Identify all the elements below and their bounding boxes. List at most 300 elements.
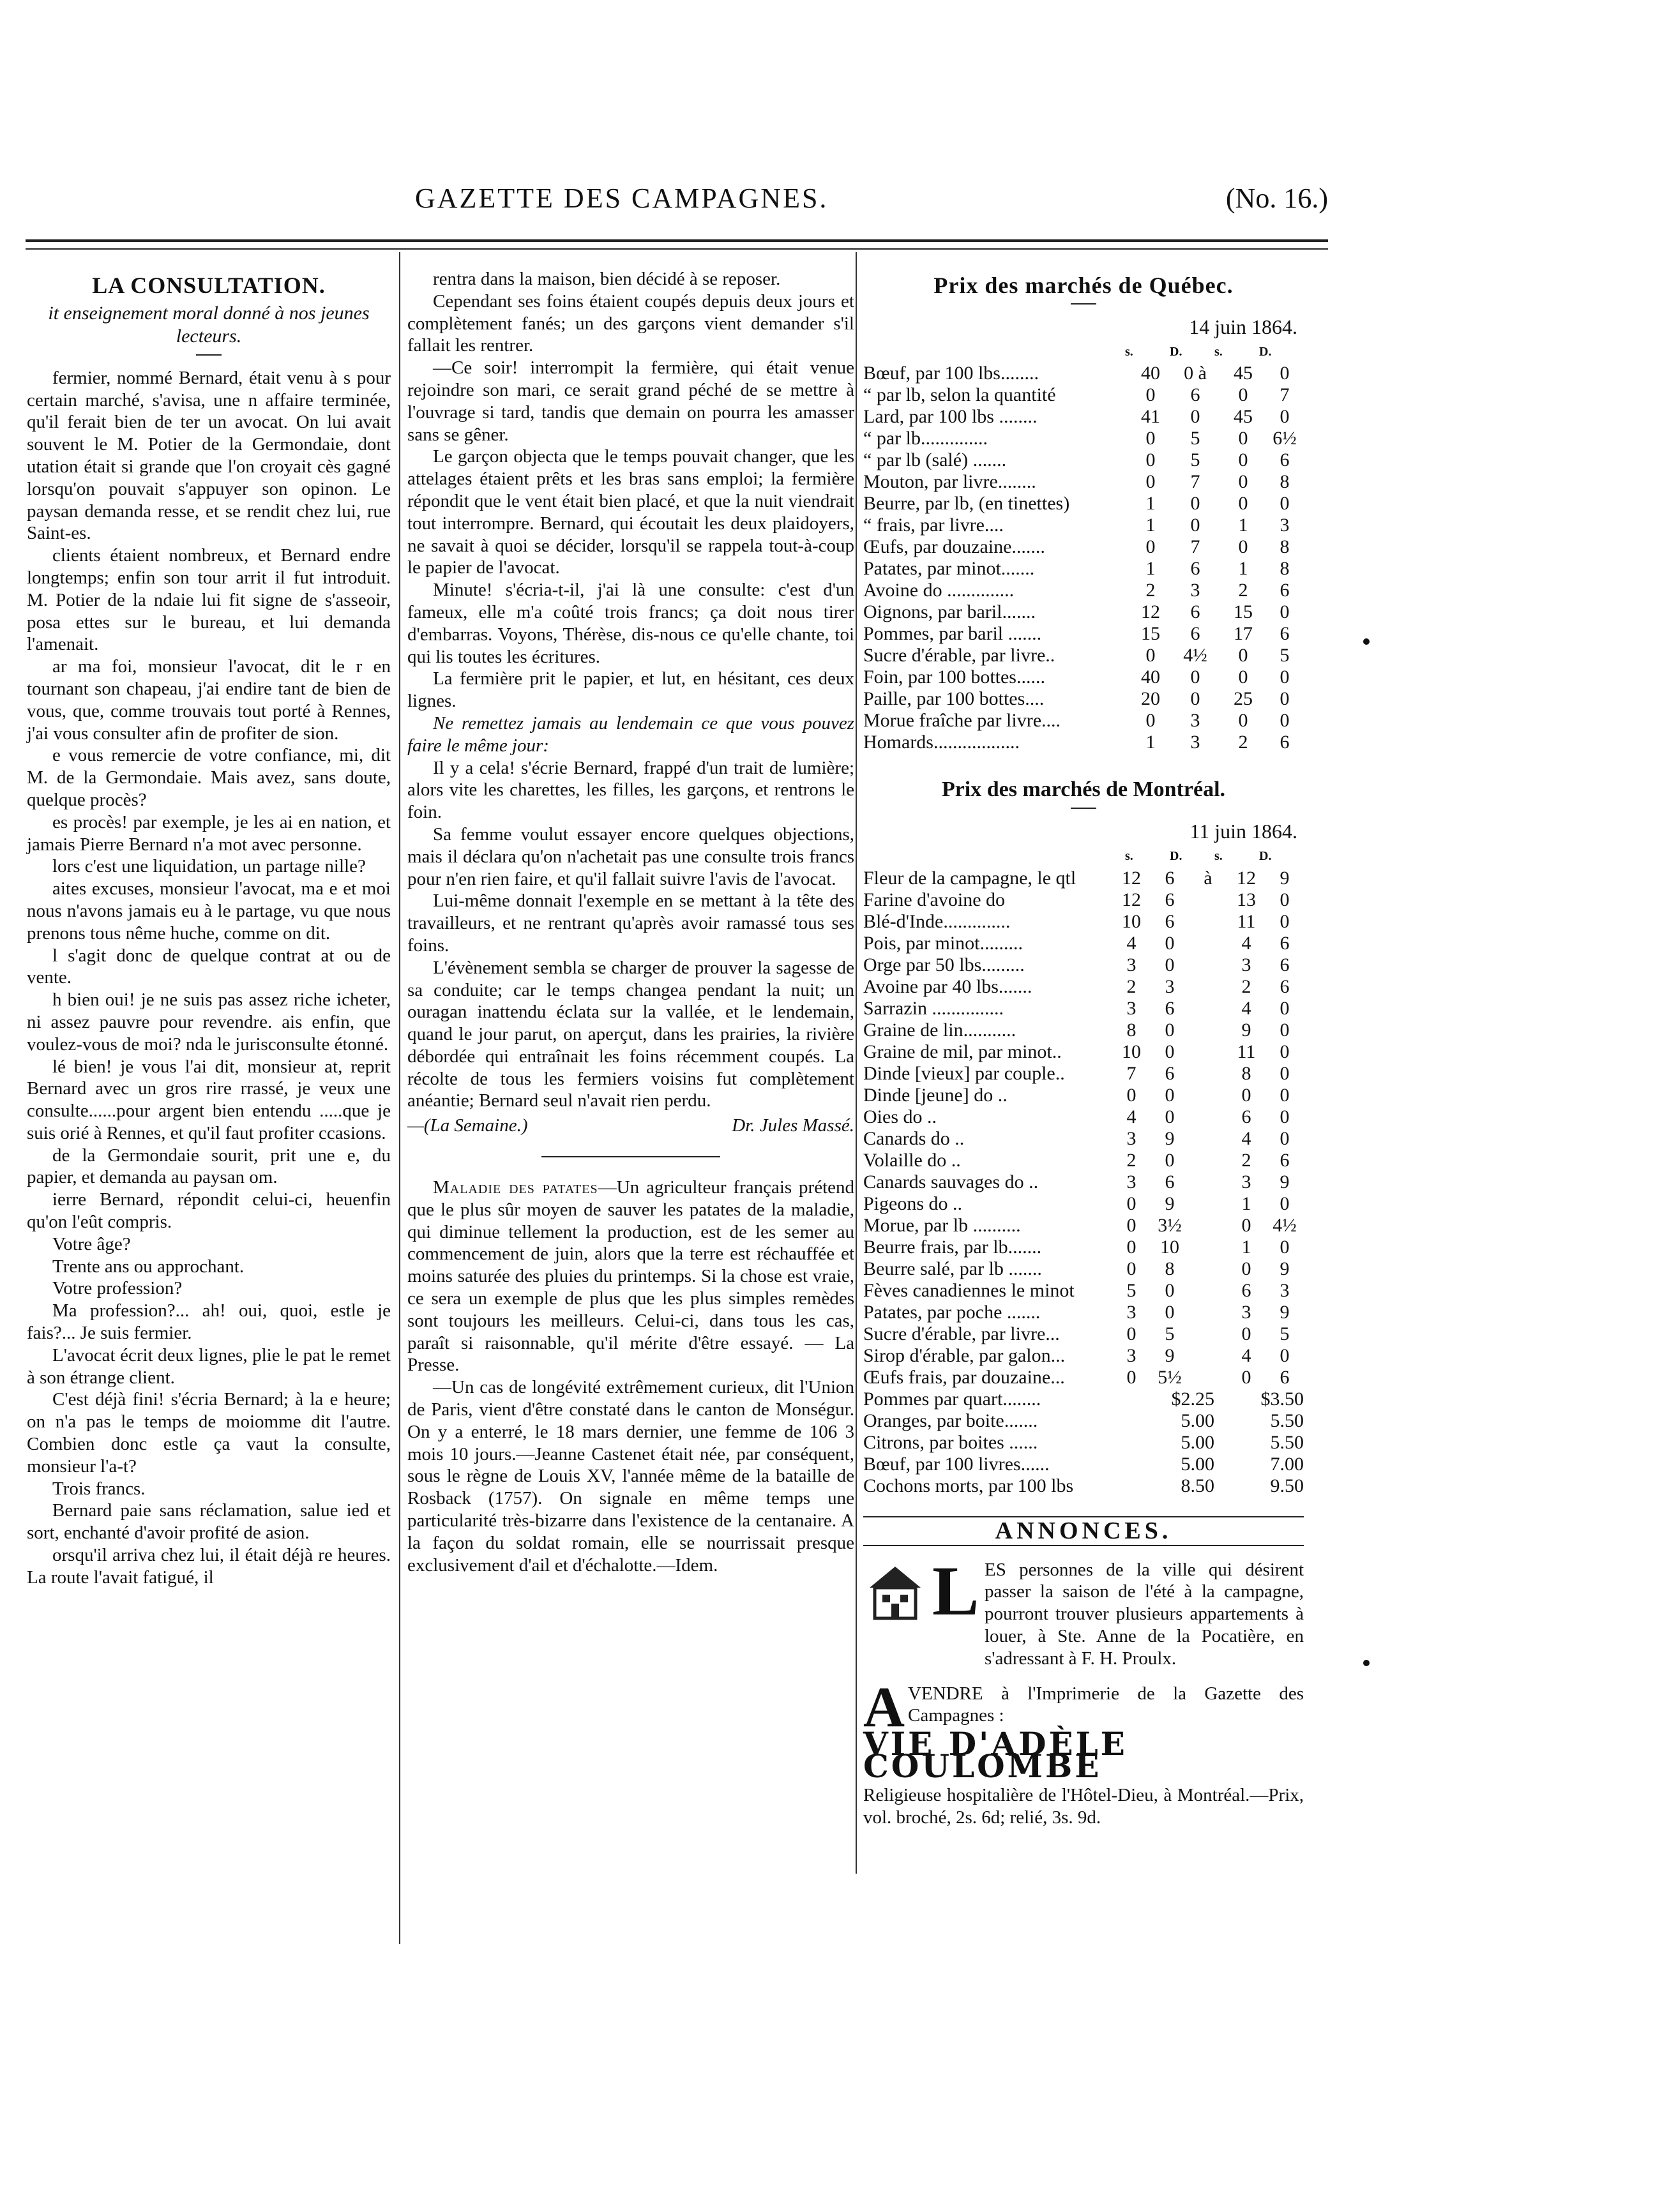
price-value: 6 <box>1280 449 1290 471</box>
montreal-date: 11 juin 1864. <box>1189 820 1297 843</box>
price-row <box>863 558 1304 580</box>
price-value: 1 <box>1145 558 1156 580</box>
price-value: 1 <box>1145 732 1156 753</box>
price-value: 3 <box>1126 1171 1137 1193</box>
price-row <box>863 449 1304 471</box>
price-value: 6 <box>1190 623 1200 645</box>
price-row <box>863 601 1304 623</box>
paragraph: Trois francs. <box>52 1478 146 1499</box>
price-value <box>1189 1019 1227 1041</box>
price-row <box>863 911 1304 933</box>
price-value: 0 <box>1280 1019 1290 1041</box>
price-row <box>863 428 1304 449</box>
price-row <box>863 623 1304 645</box>
ad-book-desc: Religieuse hospitalière de l'Hôtel-Dieu, à Montréal.—Prix, vol. broché, 2s. 6d; relié, 3s. 9d. <box>863 1784 1304 1828</box>
price-value: 0 <box>1190 666 1200 688</box>
price-value: 0 <box>1190 493 1200 515</box>
story-subtitle: it enseignement moral donné à nos jeunes lecteurs. <box>48 302 370 347</box>
article-body: —Un agriculteur français prétend que le plus sûr moyen de sauver les patates de la maladie, qui diminue tellement la production, est de les semer au commencement de juin, alors que la terre est réchauffée et moins saturée des pluies du printemps. Si la chose est vraie, ce sera un exemple de plus que les plus simples remèdes sont toujours les meilleurs. Celui-ci, dans tous les cas, paraît si raisonnable, qu'il mérite d'être essayé. — La Presse. <box>407 1177 855 1376</box>
price-row <box>863 1410 1304 1432</box>
price-value: 2 <box>1241 975 1251 997</box>
price-value: 2 <box>1241 1149 1251 1171</box>
price-value: 0 <box>1280 1193 1290 1214</box>
price-value: 7 <box>1280 384 1290 406</box>
price-value: 12 <box>1122 867 1141 889</box>
price-value: 0 <box>1145 471 1156 493</box>
price-value: 5 <box>1190 428 1200 449</box>
price-value: 3½ <box>1158 1214 1182 1236</box>
price-value: 6 <box>1280 932 1290 954</box>
price-item: Citrons, par boites ...... <box>863 1431 1038 1453</box>
price-value <box>1189 911 1227 933</box>
price-value <box>1189 976 1227 998</box>
paragraph: Le garçon objecta que le temps pouvait changer, que les attelages étaient prêts et les bras sans emploi; la fermière répondit que le vent était bien placé, et que la nuit viendrait tout interrompre. Bernard, qui écoutait les deux plaidoyers, ne savait à quoi se décider, lorsqu'il se rappela tout-à-coup le papier de l'avocat. <box>407 446 854 578</box>
price-value: 0 <box>1165 1106 1175 1127</box>
price-value: 5.00 <box>1181 1431 1214 1453</box>
price-value: 3 <box>1126 1127 1137 1149</box>
story-part-2 <box>407 268 854 712</box>
article-longevite: —Un cas de longévité extrêmement curieux, dit l'Union de Paris, vient d'être constaté dans le canton de Monségur. On y a enterré, le 18 mars dernier, une femme de 106 3 mois 10 jours.—Jeanne Castenet était née, par conséquent, sous le règne de Louis XV, l'année même de la bataille de Rosback (1757). On signale en même temps une particularité très-bizarre dans l'existence de la centanaire. A la façon du soldat romain, elle se nourrissait presque exclusivement d'ail et d'échalotte.—Idem. <box>407 1377 854 1576</box>
paragraph: L'avocat écrit deux lignes, plie le pat le remet à son étrange client. <box>27 1344 391 1388</box>
montreal-price-table <box>863 868 1304 1388</box>
price-value: 2 <box>1126 975 1137 997</box>
price-row <box>863 732 1304 753</box>
price-value: 0 à <box>1184 363 1207 384</box>
price-value: 0 <box>1126 1258 1137 1279</box>
price-value: 5½ <box>1158 1366 1182 1388</box>
price-value: 9 <box>1165 1344 1175 1366</box>
price-item: Fèves canadiennes le minot <box>863 1279 1075 1301</box>
price-value: 0 <box>1145 428 1156 449</box>
column-1 <box>27 268 391 1589</box>
price-value: 6 <box>1280 954 1290 975</box>
col-header-s: s. <box>1214 848 1223 863</box>
price-value: 0 <box>1280 493 1290 515</box>
price-value: 0 <box>1280 710 1290 732</box>
price-value <box>1189 954 1227 976</box>
price-value: 6 <box>1280 1149 1290 1171</box>
price-item: Blé-d'Inde.............. <box>863 910 1011 932</box>
price-value: 0 <box>1280 910 1290 932</box>
price-row <box>863 1345 1304 1367</box>
price-row <box>863 868 1304 889</box>
price-value: 0 <box>1280 363 1290 384</box>
price-value: 6 <box>1190 601 1200 623</box>
price-value: 8.50 <box>1181 1475 1214 1496</box>
price-value: 0 <box>1165 954 1175 975</box>
price-value: 0 <box>1145 536 1156 558</box>
ad-rental-text: ES personnes de la ville qui désirent passer la saison de l'été à la campagne, pourront trouver plusieurs appartements à louer, à Ste. Anne de la Pocatière, en s'adressant à F. H. Proulx. <box>985 1559 1304 1669</box>
price-value <box>1189 1150 1227 1171</box>
paragraph: ar ma foi, monsieur l'avocat, dit le r en tournant son chapeau, j'ai endire tant de bien de vous, que, comme trouvais tout porté à Rennes, j'ai vous consulter afin de profiter de sion. <box>27 656 391 744</box>
price-row <box>863 1150 1304 1171</box>
price-value: 6 <box>1280 1366 1290 1388</box>
price-row <box>863 1323 1304 1345</box>
price-value: 0 <box>1165 932 1175 954</box>
price-item: Graine de mil, par minot.. <box>863 1041 1062 1062</box>
price-value: 8 <box>1126 1019 1137 1041</box>
price-value: 0 <box>1145 645 1156 666</box>
price-value: 0 <box>1241 1084 1251 1106</box>
price-value: 0 <box>1190 688 1200 710</box>
quebec-price-table <box>863 363 1304 753</box>
price-value: 13 <box>1237 889 1256 910</box>
margin-mark <box>1363 1660 1370 1666</box>
paragraph: fermier, nommé Bernard, était venu à s pour certain marché, s'avisa, une n affaire terminée, qu'il ferait bien de ter un avocat. On lui avait souvent le M. Potier de la Germondaie, dont utation était si grande que l'on croyait cès gagné lorsqu'on pouvait s'appuyer son opinon. Le paysan demanda resse, et se rendit chez lui, rue Saint-es. <box>27 367 391 544</box>
price-value: 0 <box>1126 1193 1137 1214</box>
price-row <box>863 1388 1304 1410</box>
price-row <box>863 363 1304 384</box>
price-row <box>863 710 1304 732</box>
price-item: Bœuf, par 100 lbs........ <box>863 363 1039 384</box>
montreal-col-header <box>863 845 1304 868</box>
house-icon <box>863 1559 927 1623</box>
paragraph: ierre Bernard, répondit celui-ci, heuenfin qu'on l'eût compris. <box>27 1189 391 1233</box>
dropcap-a: A <box>863 1675 905 1739</box>
price-value: 17 <box>1234 623 1253 645</box>
price-value <box>1189 1193 1227 1215</box>
price-value: 6½ <box>1273 428 1297 449</box>
price-value: 40 <box>1141 666 1160 688</box>
price-item: Pois, par minot......... <box>863 932 1023 954</box>
price-row <box>863 1171 1304 1193</box>
col-header-d: D. <box>1170 344 1182 359</box>
price-item: Sarrazin ............... <box>863 997 1004 1019</box>
price-value: 9 <box>1165 1193 1175 1214</box>
price-value <box>1189 1063 1227 1085</box>
price-value: 0 <box>1280 889 1290 910</box>
price-value: 6 <box>1165 889 1175 910</box>
price-row <box>863 1475 1304 1497</box>
paragraph: l s'agit donc de quelque contrat at ou de vente. <box>27 945 391 988</box>
price-value <box>1189 1323 1227 1345</box>
price-value: 0 <box>1241 1366 1251 1388</box>
price-value: 0 <box>1280 1106 1290 1127</box>
price-item: “ par lb (salé) ....... <box>863 449 1007 471</box>
paragraph: de la Germondaie sourit, prit une e, du papier, et demanda au paysan om. <box>27 1145 391 1188</box>
price-item: Beurre salé, par lb ....... <box>863 1258 1042 1279</box>
price-item: Œufs frais, par douzaine... <box>863 1366 1065 1388</box>
price-value: $2.25 <box>1171 1388 1214 1410</box>
price-value: 10 <box>1122 1041 1141 1062</box>
price-value: 6 <box>1165 1062 1175 1084</box>
issue-number: (No. 16.) <box>1225 183 1328 214</box>
price-value: 9 <box>1280 1301 1290 1323</box>
price-value: 1 <box>1145 493 1156 515</box>
price-value: 3 <box>1126 997 1137 1019</box>
price-item: Sirop d'érable, par galon... <box>863 1344 1066 1366</box>
price-item: Sucre d'érable, par livre... <box>863 1323 1060 1344</box>
article-heading: Maladie des patates <box>433 1177 598 1198</box>
price-row <box>863 1237 1304 1258</box>
price-value: 12 <box>1141 601 1160 623</box>
separator-rule <box>541 1156 720 1157</box>
ad-rental <box>863 1551 1304 1670</box>
header-rule <box>26 239 1328 250</box>
price-value: 5.50 <box>1270 1431 1304 1453</box>
price-item: Oies do .. <box>863 1106 937 1127</box>
paragraph: clients étaient nombreux, et Bernard endre longtemps; enfin son tour arrit il fut introduit. M. Potier de la ndaie lui fit signe de s'asseoir, posa ettes sur le bureau, et lui demanda l'amenait. <box>27 545 391 655</box>
article-maladie <box>407 1177 854 1376</box>
price-value: 8 <box>1241 1062 1251 1084</box>
paragraph: aites excuses, monsieur l'avocat, ma e et moi nous n'avons jamais eu à le partage, vu que nous prenons tous nême huche, comme on dit. <box>27 878 391 944</box>
price-row <box>863 889 1304 911</box>
price-value: 6 <box>1280 623 1290 645</box>
paragraph: Cependant ses foins étaient coupés depuis deux jours et complètement fanés; un des garçons vient demander s'il fallait les rentrer. <box>407 290 854 356</box>
price-value: 5 <box>1280 645 1290 666</box>
price-value: 0 <box>1280 997 1290 1019</box>
price-row <box>863 1432 1304 1454</box>
price-value: 3 <box>1241 954 1251 975</box>
paragraph: lé bien! je vous l'ai dit, monsieur at, reprit Bernard avec un gros rire rrassé, je veux une consulte......pour argent bien entendu .....que je suis orié à Rennes, et qu'il faut profiter ccasions. <box>27 1056 391 1143</box>
price-value: 0 <box>1165 1279 1175 1301</box>
price-value: 0 <box>1165 1084 1175 1106</box>
annonces-heading: ANNONCES. <box>863 1516 1304 1546</box>
story-author: Dr. Jules Massé. <box>732 1115 854 1136</box>
paragraph: Lui-même donnait l'exemple en se mettant à la tête des travailleurs, et ne rentrant qu'après avoir ramassé tous ses foins. <box>407 891 854 956</box>
price-row <box>863 406 1304 428</box>
price-value: 0 <box>1126 1236 1137 1258</box>
price-value: 0 <box>1280 1236 1290 1258</box>
price-value: 2 <box>1238 732 1248 753</box>
col-header-d: D. <box>1259 848 1272 863</box>
price-value: 15 <box>1141 623 1160 645</box>
price-value: 0 <box>1126 1323 1137 1344</box>
price-value: 0 <box>1165 1041 1175 1062</box>
price-value: 6 <box>1280 732 1290 753</box>
price-item: Paille, par 100 bottes.... <box>863 688 1045 710</box>
price-value: 4½ <box>1273 1214 1297 1236</box>
price-value: 5.50 <box>1270 1410 1304 1431</box>
price-row <box>863 1193 1304 1215</box>
price-row <box>863 471 1304 493</box>
price-item: “ frais, par livre.... <box>863 515 1004 536</box>
price-item: Pommes par quart........ <box>863 1388 1041 1410</box>
column-3 <box>863 268 1304 1828</box>
price-value: 0 <box>1241 1214 1251 1236</box>
price-value: 4 <box>1241 932 1251 954</box>
price-value: 0 <box>1145 710 1156 732</box>
price-value: 0 <box>1190 406 1200 428</box>
price-value: 7.00 <box>1270 1453 1304 1475</box>
story-part-3 <box>407 757 854 1113</box>
price-value: 0 <box>1238 493 1248 515</box>
price-value: 3 <box>1280 515 1290 536</box>
price-row <box>863 1367 1304 1388</box>
paragraph: Votre âge? <box>52 1233 131 1254</box>
price-value: 0 <box>1165 1149 1175 1171</box>
maxim: Ne remettez jamais au lendemain ce que vous pouvez faire le même jour: <box>407 712 854 756</box>
price-value: 4 <box>1241 1344 1251 1366</box>
price-value: 5 <box>1126 1279 1137 1301</box>
price-value: 20 <box>1141 688 1160 710</box>
price-value: 6 <box>1280 580 1290 601</box>
price-value: 9 <box>1165 1127 1175 1149</box>
price-row <box>863 1280 1304 1302</box>
price-value: 0 <box>1241 1258 1251 1279</box>
price-item: Fleur de la campagne, le qtl <box>863 867 1076 889</box>
price-value: 40 <box>1141 363 1160 384</box>
price-value: 0 <box>1238 449 1248 471</box>
price-row <box>863 493 1304 515</box>
price-value: 0 <box>1280 1344 1290 1366</box>
quebec-title: Prix des marchés de Québec. <box>933 273 1234 298</box>
price-value: 3 <box>1165 975 1175 997</box>
price-row <box>863 536 1304 558</box>
story-source: —(La Semaine.) <box>407 1115 528 1136</box>
price-value: 9.50 <box>1270 1475 1304 1496</box>
price-value <box>1189 1345 1227 1367</box>
price-row <box>863 1085 1304 1106</box>
price-value: 0 <box>1238 710 1248 732</box>
price-value <box>1189 1171 1227 1193</box>
price-value: 0 <box>1280 1084 1290 1106</box>
page-header <box>26 182 1328 220</box>
price-value: 0 <box>1126 1084 1137 1106</box>
price-row <box>863 384 1304 406</box>
price-value <box>1189 1128 1227 1150</box>
price-value: 3 <box>1280 1279 1290 1301</box>
ad-book-intro: VENDRE à l'Imprimerie de la Gazette des Campagnes : <box>908 1683 1304 1726</box>
price-value: 10 <box>1160 1236 1179 1258</box>
price-value: 9 <box>1280 1258 1290 1279</box>
price-value: 0 <box>1280 406 1290 428</box>
price-row <box>863 1128 1304 1150</box>
paragraph: lors c'est une liquidation, un partage nille? <box>52 856 366 877</box>
col-header-s: s. <box>1125 344 1133 359</box>
montreal-dash <box>1071 808 1096 809</box>
paragraph: h bien oui! je ne suis pas assez riche icheter, ni assez pauvre pour revendre. ais enfin, que voulez-vous de moi? nda le jurisconsulte étonné. <box>27 989 391 1055</box>
paragraph: Trente ans ou approchant. <box>52 1256 245 1277</box>
price-value: 10 <box>1122 910 1141 932</box>
price-value: 15 <box>1234 601 1253 623</box>
price-value: 5 <box>1280 1323 1290 1344</box>
price-value: 0 <box>1145 449 1156 471</box>
price-item: Patates, par poche ....... <box>863 1301 1041 1323</box>
paragraph: orsqu'il arriva chez lui, il était déjà re heures. La route l'avait fatigué, il <box>27 1545 391 1588</box>
price-item: Foin, par 100 bottes...... <box>863 666 1045 688</box>
price-value: 8 <box>1280 471 1290 493</box>
price-value: 1 <box>1238 558 1248 580</box>
price-item: Volaille do .. <box>863 1149 961 1171</box>
price-value: 4 <box>1241 1127 1251 1149</box>
price-value <box>1189 1041 1227 1063</box>
price-item: Pigeons do .. <box>863 1193 963 1214</box>
price-value <box>1189 1367 1227 1388</box>
price-value: 9 <box>1280 867 1290 889</box>
price-value: 6 <box>1165 997 1175 1019</box>
price-row <box>863 1019 1304 1041</box>
price-value <box>1189 1085 1227 1106</box>
price-value <box>1189 998 1227 1019</box>
price-value: 0 <box>1126 1214 1137 1236</box>
price-value <box>1189 1215 1227 1237</box>
col-header-d: D. <box>1170 848 1182 863</box>
price-row <box>863 1302 1304 1323</box>
price-value: 12 <box>1122 889 1141 910</box>
price-value: 0 <box>1238 666 1248 688</box>
price-value: 6 <box>1280 975 1290 997</box>
price-value: 3 <box>1241 1301 1251 1323</box>
price-item: Dinde [jeune] do .. <box>863 1084 1008 1106</box>
price-value: 1 <box>1241 1193 1251 1214</box>
price-value: 1 <box>1241 1236 1251 1258</box>
title-dash <box>196 354 222 356</box>
price-value: 3 <box>1241 1171 1251 1193</box>
story-part-1 <box>27 367 391 1589</box>
price-value: 45 <box>1234 406 1253 428</box>
story-title: LA CONSULTATION. <box>92 273 326 298</box>
paragraph: Il y a cela! s'écrie Bernard, frappé d'un trait de lumière; alors vite les charettes, les filles, les garçons, et rentrons le foin. <box>407 757 854 823</box>
price-value: 1 <box>1238 515 1248 536</box>
price-value: 9 <box>1241 1019 1251 1041</box>
paragraph: Votre profession? <box>52 1278 183 1299</box>
price-value: 2 <box>1126 1149 1137 1171</box>
price-value: 2 <box>1238 580 1248 601</box>
price-value: 45 <box>1234 363 1253 384</box>
paragraph: e vous remercie de votre confiance, mi, dit M. de la Germondaie. Mais avez, sans doute, quelque procès? <box>27 745 391 810</box>
price-value: 12 <box>1237 867 1256 889</box>
column-2 <box>407 268 854 1576</box>
price-item: Avoine do .............. <box>863 580 1015 601</box>
price-value: 8 <box>1280 558 1290 580</box>
price-value: 9 <box>1280 1171 1290 1193</box>
price-value: 0 <box>1280 601 1290 623</box>
price-value: 0 <box>1238 384 1248 406</box>
price-value: à <box>1204 867 1212 889</box>
price-item: Lard, par 100 lbs ........ <box>863 406 1038 428</box>
price-value <box>1189 1302 1227 1323</box>
price-row <box>863 976 1304 998</box>
price-value: 5.00 <box>1181 1453 1214 1475</box>
paragraph: Bernard paie sans réclamation, salue ied et sort, enchanté d'avoir profité de asion. <box>27 1500 391 1544</box>
price-row <box>863 933 1304 954</box>
quebec-dash <box>1071 303 1096 305</box>
price-value: 7 <box>1190 471 1200 493</box>
price-value: 3 <box>1126 1301 1137 1323</box>
price-value: 3 <box>1190 732 1200 753</box>
price-item: Morue fraîche par livre.... <box>863 710 1061 732</box>
price-row <box>863 1041 1304 1063</box>
price-value: 0 <box>1238 428 1248 449</box>
price-item: Graine de lin........... <box>863 1019 1016 1041</box>
price-value: 0 <box>1126 1366 1137 1388</box>
price-item: Mouton, par livre........ <box>863 471 1036 493</box>
price-value: 41 <box>1141 406 1160 428</box>
price-item: Sucre d'érable, par livre.. <box>863 645 1055 666</box>
quebec-date: 14 juin 1864. <box>1189 315 1297 338</box>
price-value: 0 <box>1165 1019 1175 1041</box>
price-value: 5 <box>1190 449 1200 471</box>
price-value: 0 <box>1145 384 1156 406</box>
dropcap-l: L <box>932 1551 979 1630</box>
price-value: 0 <box>1238 536 1248 558</box>
price-row <box>863 580 1304 601</box>
price-value: 0 <box>1165 1301 1175 1323</box>
quebec-col-header <box>863 341 1304 363</box>
price-value: 5.00 <box>1181 1410 1214 1431</box>
price-row <box>863 688 1304 710</box>
price-item: Bœuf, par 100 livres...... <box>863 1453 1050 1475</box>
price-item: Pommes, par baril ....... <box>863 623 1042 645</box>
price-item: Avoine par 40 lbs....... <box>863 975 1032 997</box>
paragraph: —Ce soir! interrompit la fermière, qui était venue rejoindre son mari, ce serait grand péché de se mettre à l'ouvrage si tard, tandis que demain on pourra les amasser sans se gêner. <box>407 357 854 445</box>
price-value <box>1189 889 1227 911</box>
price-value: 2 <box>1145 580 1156 601</box>
price-value: 0 <box>1190 515 1200 536</box>
price-value: 0 <box>1280 1062 1290 1084</box>
price-item: Homards.................. <box>863 732 1020 753</box>
